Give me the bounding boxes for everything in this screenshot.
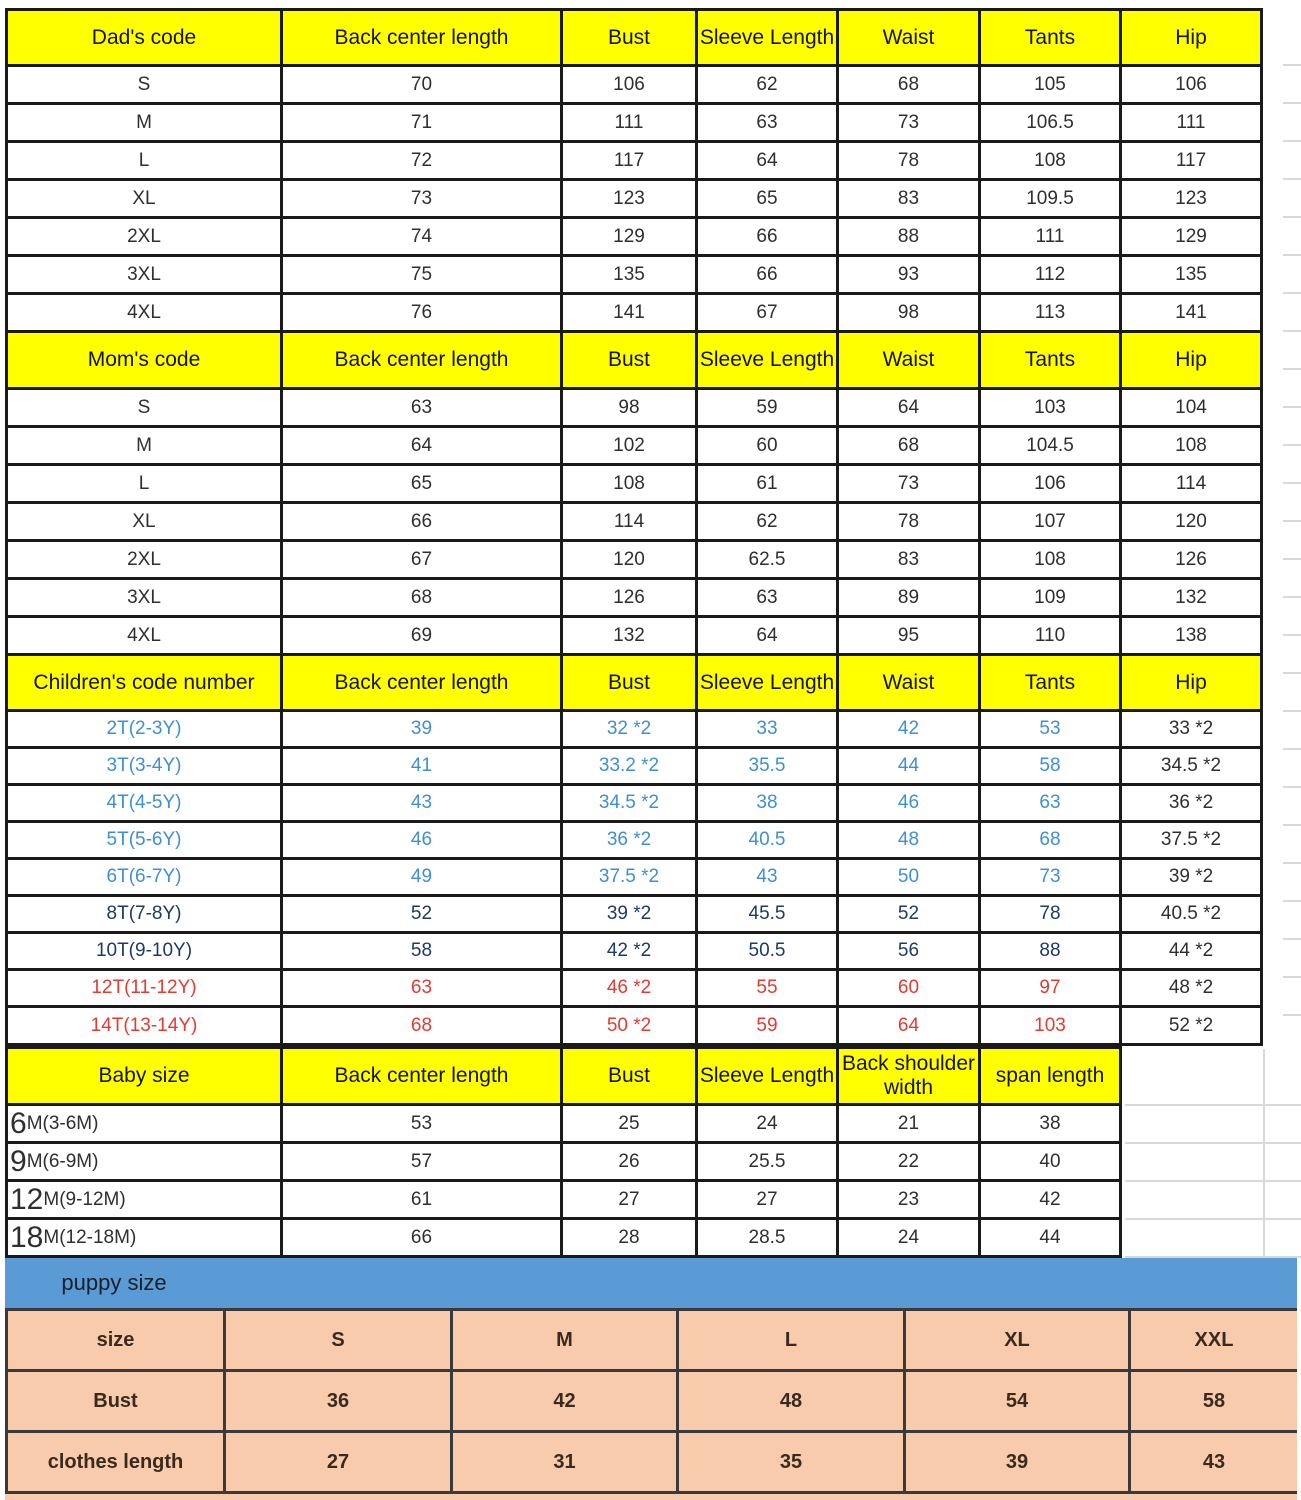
table-cell: 27 xyxy=(698,1182,836,1217)
table-cell: 73 xyxy=(839,105,978,140)
table-cell: 69 xyxy=(283,618,560,653)
table-cell: 66 xyxy=(283,1220,560,1255)
row-label: S xyxy=(8,390,280,425)
table-cell: 83 xyxy=(839,542,978,577)
table-cell: 33 xyxy=(698,712,836,746)
row-label: S xyxy=(8,67,280,102)
row-label: 10T(9-10Y) xyxy=(8,934,280,968)
table-cell: 63 xyxy=(283,971,560,1005)
column-header: Sleeve Length xyxy=(698,11,836,64)
row-label xyxy=(8,1144,280,1179)
column-header: Back center length xyxy=(283,333,560,387)
column-header: Mom's code xyxy=(8,333,280,387)
row-label: 8T(7-8Y) xyxy=(8,897,280,931)
column-header: Hip xyxy=(1122,656,1260,709)
table-cell: 111 xyxy=(563,105,695,140)
table-cell: XXL xyxy=(1131,1311,1297,1369)
baby-size-table xyxy=(5,1046,1122,1258)
row-label: 12T(11-12Y) xyxy=(8,971,280,1005)
column-header: span length xyxy=(981,1049,1119,1103)
table-cell: 28 xyxy=(563,1220,695,1255)
table-cell: 49 xyxy=(283,860,560,894)
table-cell: 68 xyxy=(283,1008,560,1043)
table-cell: 68 xyxy=(981,823,1119,857)
row-label: 5T(5-6Y) xyxy=(8,823,280,857)
column-header: Sleeve Length xyxy=(698,1049,836,1103)
table-cell: 58 xyxy=(981,749,1119,783)
column-header: Bust xyxy=(563,333,695,387)
table-cell: 106 xyxy=(1122,67,1260,102)
table-cell: 38 xyxy=(981,1106,1119,1141)
table-cell: 43 xyxy=(698,860,836,894)
table-cell: 48 xyxy=(839,823,978,857)
row-label: M xyxy=(8,105,280,140)
table-cell: 108 xyxy=(563,466,695,501)
table-cell: 107 xyxy=(981,504,1119,539)
table-cell: 45.5 xyxy=(698,897,836,931)
table-cell: 53 xyxy=(981,712,1119,746)
table-cell: 50.5 xyxy=(698,934,836,968)
table-cell: 60 xyxy=(698,428,836,463)
table-cell: 50 xyxy=(839,860,978,894)
table-cell: 68 xyxy=(283,580,560,615)
column-header: Back center length xyxy=(283,656,560,709)
row-label: 3XL xyxy=(8,580,280,615)
column-header: Bust xyxy=(563,656,695,709)
table-cell: 57 xyxy=(283,1144,560,1179)
table-cell: 37.5 *2 xyxy=(563,860,695,894)
puppy-size-title: puppy size xyxy=(61,1270,167,1295)
table-cell: 73 xyxy=(981,860,1119,894)
table-cell: 35.5 xyxy=(698,749,836,783)
table-cell: 40 xyxy=(981,1144,1119,1179)
table-cell: 98 xyxy=(839,295,978,330)
table-cell: 89 xyxy=(839,580,978,615)
table-cell: 75 xyxy=(283,257,560,292)
column-header: Sleeve Length xyxy=(698,656,836,709)
table-cell: 54 xyxy=(906,1372,1128,1430)
table-cell: 44 *2 xyxy=(1122,934,1260,968)
row-label-suffix: M(3-6M) xyxy=(26,1112,99,1134)
table-cell: 22 xyxy=(839,1144,978,1179)
table-cell: 72 xyxy=(283,143,560,178)
table-cell: 97 xyxy=(981,971,1119,1005)
column-header: Waist xyxy=(839,656,978,709)
table-cell: 120 xyxy=(563,542,695,577)
table-cell: 71 xyxy=(283,105,560,140)
table-cell: 38 xyxy=(698,786,836,820)
table-cell: 42 *2 xyxy=(563,934,695,968)
table-cell: 36 *2 xyxy=(1122,786,1260,820)
table-cell: 98 xyxy=(563,390,695,425)
row-label: 3XL xyxy=(8,257,280,292)
table-cell: 70 xyxy=(283,67,560,102)
row-label: L xyxy=(8,466,280,501)
table-cell: 108 xyxy=(981,542,1119,577)
table-cell: 93 xyxy=(839,257,978,292)
column-header: Hip xyxy=(1122,11,1260,64)
table-cell: 129 xyxy=(563,219,695,254)
table-cell: 129 xyxy=(1122,219,1260,254)
table-cell: 65 xyxy=(698,181,836,216)
table-cell: 53 xyxy=(283,1106,560,1141)
table-cell: 39 *2 xyxy=(1122,860,1260,894)
table-cell: 24 xyxy=(698,1106,836,1141)
table-cell: 108 xyxy=(981,143,1119,178)
sheet-gridline-gutter xyxy=(1283,64,1301,1046)
column-header: Baby size xyxy=(8,1049,280,1103)
table-cell: 36 xyxy=(226,1372,450,1430)
column-header: Children's code number xyxy=(8,656,280,709)
row-label-suffix: M(12-18M) xyxy=(43,1226,137,1248)
table-cell: 41 xyxy=(283,749,560,783)
row-label: 2XL xyxy=(8,219,280,254)
row-label xyxy=(8,1182,280,1217)
table-cell: 62.5 xyxy=(698,542,836,577)
table-cell: 46 xyxy=(839,786,978,820)
table-cell: 74 xyxy=(283,219,560,254)
row-label-suffix: M(6-9M) xyxy=(26,1150,99,1172)
table-cell: 59 xyxy=(698,390,836,425)
row-label: M xyxy=(8,428,280,463)
column-header: Hip xyxy=(1122,333,1260,387)
table-cell: 111 xyxy=(981,219,1119,254)
table-cell: 52 xyxy=(839,897,978,931)
column-header: Bust xyxy=(563,11,695,64)
row-label-suffix: M(9-12M) xyxy=(43,1188,126,1210)
table-cell: 59 xyxy=(698,1008,836,1043)
table-cell: 104.5 xyxy=(981,428,1119,463)
table-cell: 66 xyxy=(283,504,560,539)
column-header: Sleeve Length xyxy=(698,333,836,387)
table-cell: 132 xyxy=(563,618,695,653)
puppy-size-table xyxy=(5,1308,1297,1494)
row-label xyxy=(8,1106,280,1141)
table-cell: 50 *2 xyxy=(563,1008,695,1043)
row-label-prefix: 18 xyxy=(10,1220,44,1254)
table-cell: 65 xyxy=(283,466,560,501)
table-cell: 23 xyxy=(839,1182,978,1217)
table-cell: 141 xyxy=(1122,295,1260,330)
table-cell: 21 xyxy=(839,1106,978,1141)
table-cell: 113 xyxy=(981,295,1119,330)
table-cell: 78 xyxy=(839,143,978,178)
table-cell: 73 xyxy=(283,181,560,216)
table-cell: 63 xyxy=(698,105,836,140)
row-label: 2XL xyxy=(8,542,280,577)
table-cell: 135 xyxy=(563,257,695,292)
table-cell: 60 xyxy=(839,971,978,1005)
row-label: 2T(2-3Y) xyxy=(8,712,280,746)
row-label: size xyxy=(8,1311,223,1369)
table-cell: L xyxy=(679,1311,903,1369)
table-cell: 31 xyxy=(453,1433,676,1491)
table-cell: 103 xyxy=(981,390,1119,425)
table-cell: 126 xyxy=(563,580,695,615)
table-cell: 88 xyxy=(839,219,978,254)
row-label: Bust xyxy=(8,1372,223,1430)
table-cell: 28.5 xyxy=(698,1220,836,1255)
table-cell: 76 xyxy=(283,295,560,330)
table-cell: 46 xyxy=(283,823,560,857)
row-label: XL xyxy=(8,181,280,216)
column-header: Waist xyxy=(839,333,978,387)
table-cell: 61 xyxy=(698,466,836,501)
table-cell: 102 xyxy=(563,428,695,463)
table-cell: 36 *2 xyxy=(563,823,695,857)
table-cell: 25 xyxy=(563,1106,695,1141)
table-cell: 56 xyxy=(839,934,978,968)
table-cell: 26 xyxy=(563,1144,695,1179)
table-cell: 111 xyxy=(1122,105,1260,140)
table-cell: 42 xyxy=(453,1372,676,1430)
table-cell: 66 xyxy=(698,257,836,292)
column-header: Waist xyxy=(839,11,978,64)
table-cell: 138 xyxy=(1122,618,1260,653)
table-cell: 109 xyxy=(981,580,1119,615)
column-header: Back center length xyxy=(283,1049,560,1103)
table-cell: 62 xyxy=(698,67,836,102)
row-label: 4T(4-5Y) xyxy=(8,786,280,820)
table-cell: 68 xyxy=(839,428,978,463)
table-cell: 106 xyxy=(981,466,1119,501)
table-cell: M xyxy=(453,1311,676,1369)
table-cell: 63 xyxy=(698,580,836,615)
table-cell: 25.5 xyxy=(698,1144,836,1179)
table-cell: 95 xyxy=(839,618,978,653)
table-cell: 68 xyxy=(839,67,978,102)
table-cell: XL xyxy=(906,1311,1128,1369)
column-header: Dad's code xyxy=(8,11,280,64)
table-cell: S xyxy=(226,1311,450,1369)
table-cell: 58 xyxy=(1131,1372,1297,1430)
table-cell: 43 xyxy=(283,786,560,820)
table-cell: 114 xyxy=(563,504,695,539)
table-cell: 34.5 *2 xyxy=(1122,749,1260,783)
table-cell: 78 xyxy=(981,897,1119,931)
column-header: Tants xyxy=(981,656,1119,709)
row-label: L xyxy=(8,143,280,178)
row-label: XL xyxy=(8,504,280,539)
table-cell: 48 *2 xyxy=(1122,971,1260,1005)
table-cell: 48 xyxy=(679,1372,903,1430)
table-cell: 42 xyxy=(981,1182,1119,1217)
table-cell: 123 xyxy=(563,181,695,216)
table-cell: 112 xyxy=(981,257,1119,292)
table-cell: 39 xyxy=(283,712,560,746)
table-cell: 141 xyxy=(563,295,695,330)
table-cell: 117 xyxy=(1122,143,1260,178)
table-cell: 64 xyxy=(839,1008,978,1043)
table-cell: 27 xyxy=(226,1433,450,1491)
table-cell: 32 *2 xyxy=(563,712,695,746)
row-label: 4XL xyxy=(8,618,280,653)
row-label: clothes length xyxy=(8,1433,223,1491)
row-label: 6T(6-7Y) xyxy=(8,860,280,894)
table-cell: 58 xyxy=(283,934,560,968)
table-cell: 64 xyxy=(698,618,836,653)
table-cell: 83 xyxy=(839,181,978,216)
table-cell: 33 *2 xyxy=(1122,712,1260,746)
table-cell: 103 xyxy=(981,1008,1119,1043)
table-cell: 27 xyxy=(563,1182,695,1217)
table-cell: 52 xyxy=(283,897,560,931)
table-cell: 52 *2 xyxy=(1122,1008,1260,1043)
row-label-prefix: 6 xyxy=(10,1106,27,1140)
table-cell: 42 xyxy=(839,712,978,746)
table-cell: 34.5 *2 xyxy=(563,786,695,820)
sheet-gridline-area xyxy=(1125,1049,1301,1258)
column-header: Bust xyxy=(563,1049,695,1103)
row-label: 3T(3-4Y) xyxy=(8,749,280,783)
table-cell: 106.5 xyxy=(981,105,1119,140)
table-cell: 109.5 xyxy=(981,181,1119,216)
table-cell: 106 xyxy=(563,67,695,102)
table-cell: 88 xyxy=(981,934,1119,968)
table-cell: 37.5 *2 xyxy=(1122,823,1260,857)
table-cell: 117 xyxy=(563,143,695,178)
table-cell: 63 xyxy=(981,786,1119,820)
table-cell: 62 xyxy=(698,504,836,539)
table-cell: 67 xyxy=(283,542,560,577)
table-cell: 33.2 *2 xyxy=(563,749,695,783)
table-cell: 44 xyxy=(839,749,978,783)
row-label-prefix: 9 xyxy=(10,1144,27,1178)
table-cell: 35 xyxy=(679,1433,903,1491)
puppy-size-banner xyxy=(5,1258,1297,1308)
table-cell: 44 xyxy=(981,1220,1119,1255)
table-cell: 132 xyxy=(1122,580,1260,615)
table-cell: 64 xyxy=(698,143,836,178)
table-cell: 40.5 xyxy=(698,823,836,857)
table-cell: 104 xyxy=(1122,390,1260,425)
table-cell: 64 xyxy=(839,390,978,425)
column-header: Tants xyxy=(981,333,1119,387)
table-cell: 46 *2 xyxy=(563,971,695,1005)
row-label-prefix: 12 xyxy=(10,1182,44,1216)
family-size-table xyxy=(5,8,1263,1046)
table-cell: 39 *2 xyxy=(563,897,695,931)
table-cell: 78 xyxy=(839,504,978,539)
table-cell: 135 xyxy=(1122,257,1260,292)
table-cell: 120 xyxy=(1122,504,1260,539)
column-header: Back shoulder width xyxy=(839,1049,978,1103)
table-cell: 114 xyxy=(1122,466,1260,501)
table-cell: 55 xyxy=(698,971,836,1005)
table-cell: 64 xyxy=(283,428,560,463)
table-cell: 43 xyxy=(1131,1433,1297,1491)
table-cell: 123 xyxy=(1122,181,1260,216)
puppy-table-bottom-edge xyxy=(5,1494,1297,1500)
table-cell: 63 xyxy=(283,390,560,425)
column-header: Back center length xyxy=(283,11,560,64)
row-label: 14T(13-14Y) xyxy=(8,1008,280,1043)
table-cell: 73 xyxy=(839,466,978,501)
table-cell: 108 xyxy=(1122,428,1260,463)
table-cell: 67 xyxy=(698,295,836,330)
table-cell: 40.5 *2 xyxy=(1122,897,1260,931)
row-label xyxy=(8,1220,280,1255)
table-cell: 24 xyxy=(839,1220,978,1255)
table-cell: 126 xyxy=(1122,542,1260,577)
column-header: Tants xyxy=(981,11,1119,64)
row-label: 4XL xyxy=(8,295,280,330)
table-cell: 61 xyxy=(283,1182,560,1217)
table-cell: 66 xyxy=(698,219,836,254)
table-cell: 39 xyxy=(906,1433,1128,1491)
table-cell: 105 xyxy=(981,67,1119,102)
table-cell: 110 xyxy=(981,618,1119,653)
